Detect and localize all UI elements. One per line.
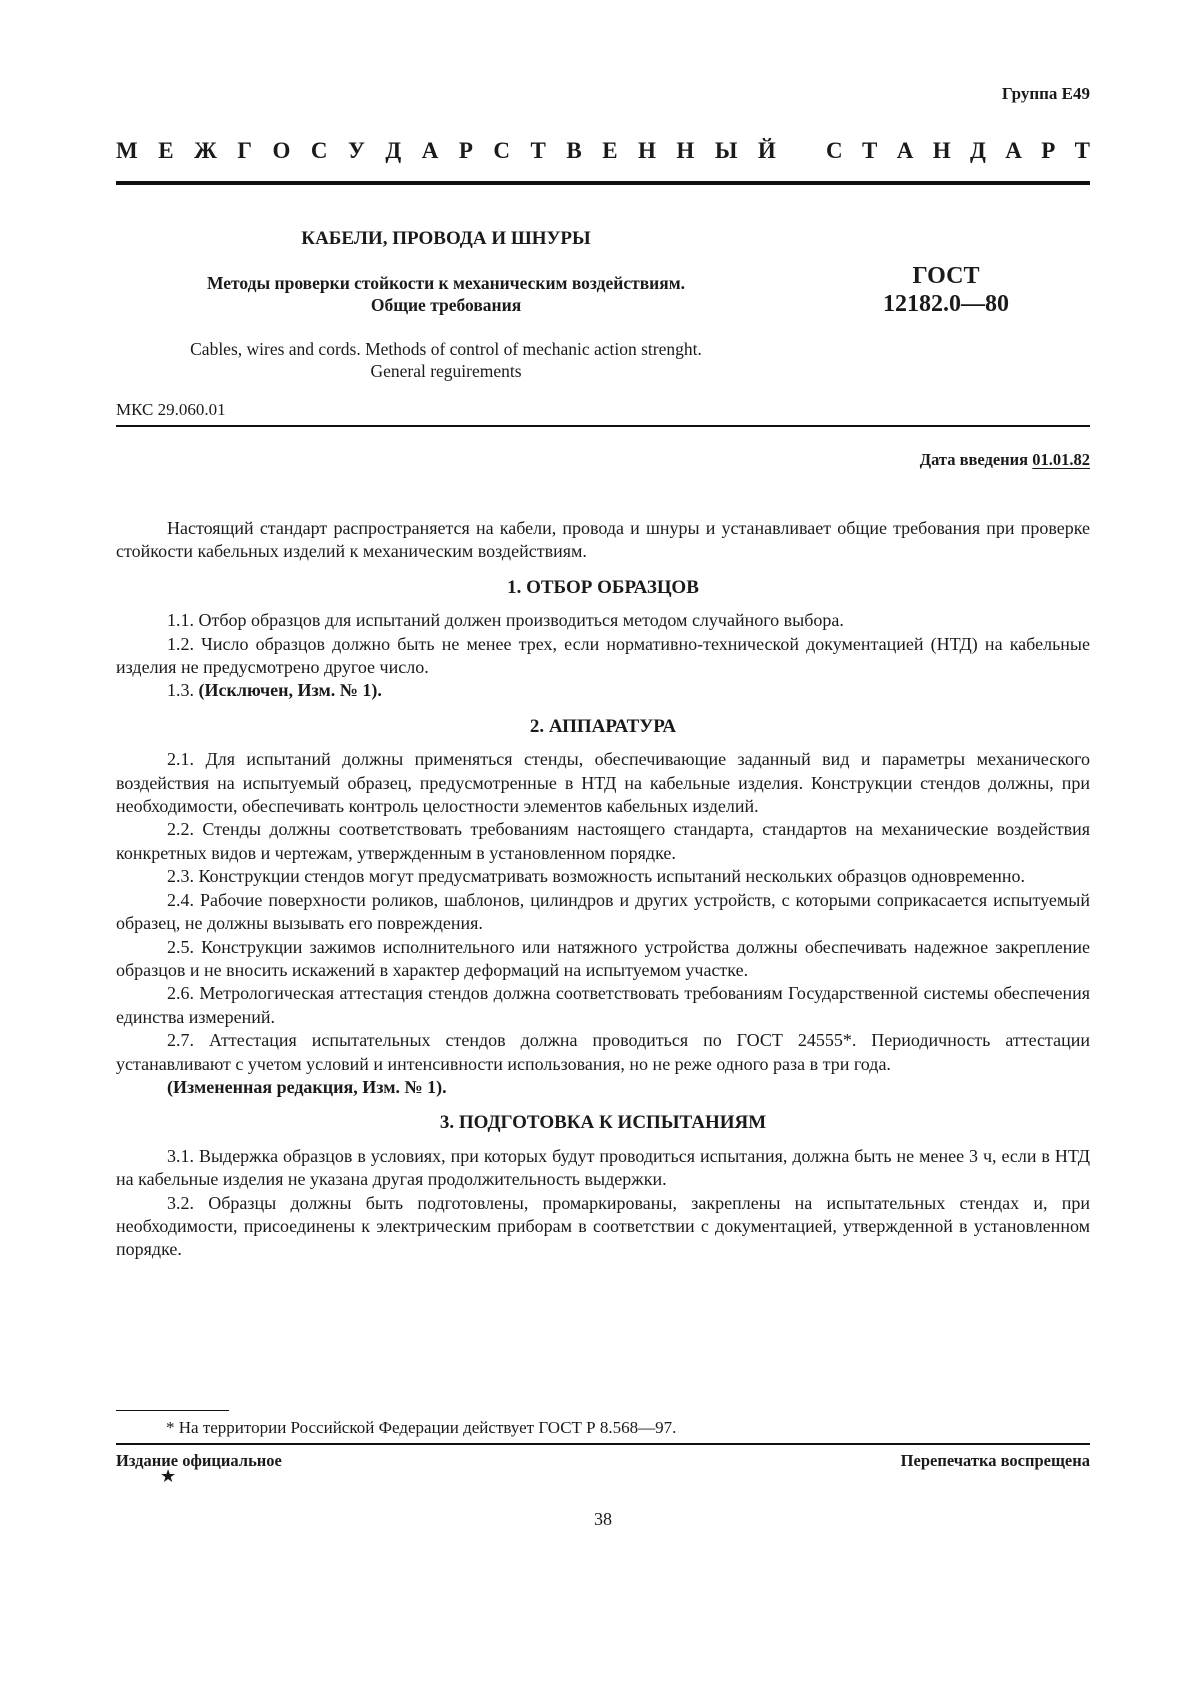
header-divider (116, 181, 1090, 185)
heading-letter: Т (530, 138, 546, 163)
heading-letter: О (272, 138, 291, 163)
heading-letter: Д (385, 138, 402, 163)
heading-letter: Р (1041, 138, 1056, 163)
document-subtitle (116, 272, 776, 316)
heading-letter: Д (969, 138, 986, 163)
heading-letter: Т (1074, 138, 1090, 163)
gost-code: 12182.0—80 (883, 291, 1009, 317)
heading-letter: Й (757, 138, 776, 163)
clause: 1.2. Число образцов должно быть не менее трех, если нормативно-технической документацией (НТД) на кабельные изделия не предусмотрено другое число. (116, 633, 1090, 678)
footnote-divider (116, 1410, 229, 1411)
heading-letter: С (310, 138, 328, 163)
english-title-line: General reguirements (370, 361, 522, 381)
heading-letter: Н (638, 138, 656, 163)
amendment-note: (Измененная редакция, Изм. № 1). (167, 1076, 447, 1097)
document-body (116, 517, 1090, 1262)
clause: 2.5. Конструкции зажимов исполнительного или натяжного устройства должны обеспечивать надежное закрепление образцов и не вносить искажений в характер деформаций на испытуемом участке. (116, 936, 1090, 980)
heading-letter: Е (602, 138, 618, 163)
meta-divider (116, 425, 1090, 427)
heading-letter: А (896, 138, 914, 163)
heading-letter: Р (458, 138, 473, 163)
footnote: * На территории Российской Федерации действует ГОСТ Р 8.568—97. (166, 1418, 677, 1437)
clause: 2.6. Метрологическая аттестация стендов должна соответствовать требованиям Государственной системы обеспечения единства измерений. (116, 983, 1090, 1027)
mks-code: МКС 29.060.01 (116, 400, 226, 419)
heading-letter: У (347, 138, 365, 163)
date-label: Дата введения (919, 450, 1033, 469)
section-title: 3. ПОДГОТОВКА К ИСПЫТАНИЯМ (439, 1112, 767, 1134)
official-edition-label: Издание официальное (116, 1451, 282, 1470)
clause: 2.2. Стенды должны соответствовать требованиям настоящего стандарта, стандартов на механические воздействия конкретных видов и чертежам, утвержденным в установленном порядке. (116, 819, 1090, 863)
heading-letter: А (1005, 138, 1022, 163)
heading-letter: В (566, 138, 582, 163)
clause-number: 1.3. (167, 680, 199, 701)
intro-paragraph: Настоящий стандарт распространяется на кабели, провода и шнуры и устанавливает общие требования при проверке стойкости кабельных изделий к механическим воздействиям. (116, 518, 1090, 562)
clause: 3.1. Выдержка образцов в условиях, при которых будут проводиться испытания, должна быть не менее 3 ч, если в НТД на кабельные изделия не указана другая продолжительность выдержки. (116, 1145, 1090, 1190)
introduction-date (920, 450, 1090, 470)
heading-letter: С (493, 138, 510, 163)
clause (116, 679, 1090, 702)
heading-letter: Ы (714, 138, 738, 163)
heading-letter: Т (862, 138, 878, 163)
english-title-line: Cables, wires and cords. Methods of control of mechanic action strenght. (190, 339, 702, 359)
gost-number (846, 262, 1046, 318)
clause: 2.1. Для испытаний должны применяться стенды, обеспечивающие заданный вид и параметры механического воздействия на испытуемый образец, предусмотренные в НТД на кабельные изделия. Конструкции стендов должны, при необходимости, обеспечивать контроль целостности элементов кабельных изделий. (116, 749, 1090, 817)
date-value: 01.01.82 (1032, 450, 1090, 469)
interstate-word (116, 138, 776, 164)
heading-letter: Н (676, 138, 695, 163)
heading-letter: С (826, 138, 843, 163)
section-title: 1. ОТБОР ОБРАЗЦОВ (507, 576, 699, 598)
heading-letter: А (421, 138, 439, 163)
document-title: КАБЕЛИ, ПРОВОДА И ШНУРЫ (301, 228, 591, 249)
gost-label: ГОСТ (912, 263, 980, 289)
group-code: Группа Е49 (1001, 84, 1090, 103)
footer-divider (116, 1443, 1090, 1445)
heading-letter: Е (158, 138, 174, 163)
standard-word (826, 138, 1090, 164)
heading-letter: М (116, 138, 138, 163)
subtitle-line: Общие требования (370, 295, 522, 315)
star-icon: ★ (160, 1466, 177, 1486)
subtitle-line: Методы проверки стойкости к механическим воздействиям. (206, 273, 686, 293)
section-title: 2. АППАРАТУРА (529, 715, 677, 737)
page-number: 38 (594, 1509, 612, 1529)
clause: 1.1. Отбор образцов для испытаний должен производиться методом случайного выбора. (167, 610, 844, 631)
interstate-standard-heading (116, 138, 1090, 164)
clause: 2.3. Конструкции стендов могут предусматривать возможность испытаний нескольких образцов одновременно. (167, 866, 1025, 887)
clause: 2.7. Аттестация испытательных стендов должна проводиться по ГОСТ 24555*. Периодичность аттестации устанавливают с учетом условий и интенсивности использования, но не реже одного раза в три года. (116, 1030, 1090, 1074)
heading-letter: Н (932, 138, 951, 163)
heading-letter: Г (237, 138, 252, 163)
amendment-note: (Исключен, Изм. № 1). (198, 680, 382, 701)
reprint-notice: Перепечатка воспрещена (900, 1451, 1090, 1470)
clause: 2.4. Рабочие поверхности роликов, шаблонов, цилиндров и других устройств, с которыми соприкасается испытуемый образец, не должны вызывать его повреждения. (116, 889, 1090, 934)
clause: 3.2. Образцы должны быть подготовлены, промаркированы, закреплены на испытательных стендах и, при необходимости, присоединены к электрическим приборам в соответствии с документацией, утвержденной в установленном порядке. (116, 1192, 1090, 1260)
heading-letter: Ж (194, 138, 217, 163)
english-title (116, 338, 776, 382)
